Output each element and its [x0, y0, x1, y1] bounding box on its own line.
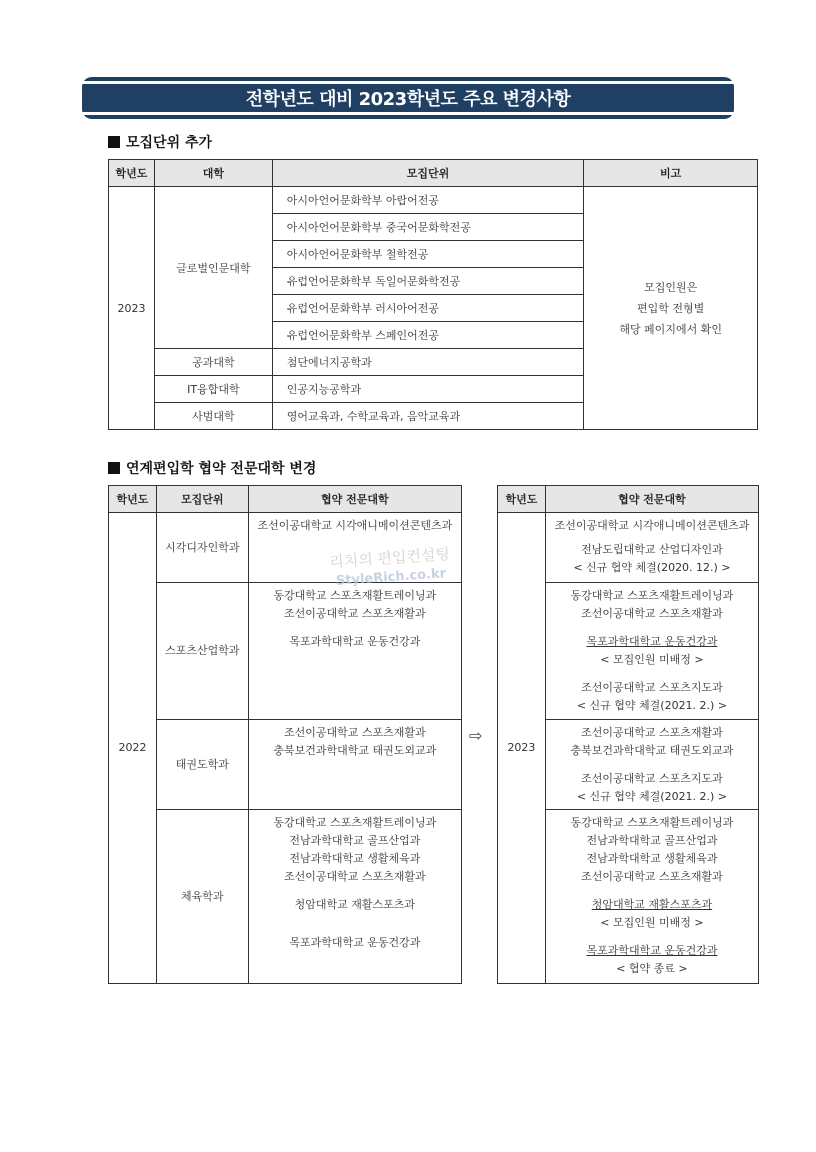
year-cell: 2023	[109, 187, 155, 430]
table-header-row	[498, 486, 759, 513]
header-note: 비고	[584, 160, 758, 187]
unit-cell: 시각디자인학과	[156, 513, 248, 583]
unit-cell: 스포츠산업학과	[156, 583, 248, 720]
unit-cell: 유럽언어문화학부 독일어문화학전공	[272, 268, 584, 295]
year-cell: 2022	[109, 513, 157, 984]
note-line: 편입학 전형별	[637, 301, 705, 315]
partner-line: 목포과학대학교 운동건강과	[586, 635, 718, 648]
partner-line: 조선이공대학교 스포츠재활과	[284, 726, 426, 739]
college-cell: 사범대학	[154, 403, 272, 430]
partner-line: 전남도립대학교 산업디자인과	[581, 543, 723, 556]
page-title: 전학년도 대비 2023학년도 주요 변경사항	[245, 89, 571, 110]
square-bullet-icon	[108, 136, 120, 148]
table-header-row	[109, 160, 758, 187]
partner-line: 조선이공대학교 스포츠지도과	[581, 681, 723, 694]
header-year: 학년도	[498, 486, 546, 513]
table-row	[109, 187, 758, 214]
partner-line: 조선이공대학교 시각애니메이션콘텐츠과	[257, 519, 453, 532]
unit-cell: 아시아언어문화학부 중국어문화학전공	[272, 214, 584, 241]
partner-line: 조선이공대학교 스포츠재활과	[581, 607, 723, 620]
partner-line: 조선이공대학교 스포츠재활과	[284, 607, 426, 620]
unit-cell: 유럽언어문화학부 러시아어전공	[272, 295, 584, 322]
partner-cell	[545, 513, 758, 583]
section2-heading	[108, 458, 316, 478]
table-row	[109, 583, 462, 720]
partner-line: 전남과학대학교 생활체육과	[289, 852, 421, 865]
header-college: 대학	[154, 160, 272, 187]
agreement-status: < 모집인원 미배정 >	[600, 653, 704, 666]
unit-cell: 첨단에너지공학과	[272, 349, 584, 376]
note-cell	[584, 187, 758, 430]
unit-cell: 아시아언어문화학부 철학전공	[272, 241, 584, 268]
unit-cell: 인공지능공학과	[272, 376, 584, 403]
partner-cell	[545, 583, 758, 720]
college-cell: 글로벌인문대학	[154, 187, 272, 349]
agreement-status: < 신규 협약 체결(2021. 2.) >	[576, 699, 728, 712]
table-header-row	[109, 486, 462, 513]
note-line: 해당 페이지에서 확인	[619, 322, 722, 336]
partner-line: 동강대학교 스포츠재활트레이닝과	[570, 816, 734, 829]
partner-cell	[545, 810, 758, 984]
watermark-url: StyleRich.co.kr	[335, 566, 447, 589]
table-row	[498, 513, 759, 583]
unit-cell: 유럽언어문화학부 스페인어전공	[272, 322, 584, 349]
watermark	[329, 544, 452, 592]
partner-line: 조선이공대학교 스포츠재활과	[284, 870, 426, 883]
header-partner: 협약 전문대학	[545, 486, 758, 513]
partner-line: 청암대학교 재활스포츠과	[591, 898, 713, 911]
partner-line: 충북보건과학대학교 태권도외교과	[570, 744, 734, 757]
partner-line: 목포과학대학교 운동건강과	[289, 936, 421, 949]
header-unit: 모집단위	[272, 160, 584, 187]
title-banner	[82, 77, 734, 119]
partner-line: 전남과학대학교 골프산업과	[289, 834, 421, 847]
partner-line: 충북보건과학대학교 태권도외교과	[273, 744, 437, 757]
section1-heading	[108, 132, 212, 152]
header-year: 학년도	[109, 160, 155, 187]
partner-line: 조선이공대학교 스포츠재활과	[581, 870, 723, 883]
note-line: 모집인원은	[644, 280, 698, 294]
agreement-status: < 협약 종료 >	[616, 962, 688, 975]
header-year: 학년도	[109, 486, 157, 513]
partner-line: 목포과학대학교 운동건강과	[289, 635, 421, 648]
partner-line: 조선이공대학교 스포츠재활과	[581, 726, 723, 739]
partner-line: 조선이공대학교 시각애니메이션콘텐츠과	[554, 519, 750, 532]
year-cell: 2023	[498, 513, 546, 984]
agreement-status: < 모집인원 미배정 >	[600, 916, 704, 929]
partner-cell	[545, 720, 758, 810]
partner-line: 청암대학교 재활스포츠과	[294, 898, 416, 911]
partner-2023-table	[497, 485, 759, 984]
partner-line: 전남과학대학교 골프산업과	[586, 834, 718, 847]
watermark-line: 리치의 편입컨설팅	[328, 544, 451, 572]
unit-cell: 체육학과	[156, 810, 248, 984]
partner-cell	[248, 720, 461, 810]
partner-line: 목포과학대학교 운동건강과	[586, 944, 718, 957]
section1-heading-text: 모집단위 추가	[126, 135, 213, 151]
table-row	[109, 810, 462, 984]
agreement-status: < 신규 협약 체결(2020. 12.) >	[573, 561, 731, 574]
partner-line: 동강대학교 스포츠재활트레이닝과	[273, 589, 437, 602]
partner-cell	[248, 583, 461, 720]
partner-line: 전남과학대학교 생활체육과	[586, 852, 718, 865]
right-arrow-icon: ⇨	[469, 726, 483, 745]
college-cell: 공과대학	[154, 349, 272, 376]
partner-line: 동강대학교 스포츠재활트레이닝과	[273, 816, 437, 829]
college-cell: IT융합대학	[154, 376, 272, 403]
header-unit: 모집단위	[156, 486, 248, 513]
unit-cell: 아시아언어문화학부 아랍어전공	[272, 187, 584, 214]
unit-cell: 태권도학과	[156, 720, 248, 810]
square-bullet-icon	[108, 462, 120, 474]
agreement-status: < 신규 협약 체결(2021. 2.) >	[576, 790, 728, 803]
partner-cell	[248, 810, 461, 984]
unit-cell: 영어교육과, 수학교육과, 음악교육과	[272, 403, 584, 430]
added-units-table	[108, 159, 758, 430]
header-partner: 협약 전문대학	[248, 486, 461, 513]
section2-heading-text: 연계편입학 협약 전문대학 변경	[126, 461, 317, 477]
table-row	[109, 720, 462, 810]
partner-line: 동강대학교 스포츠재활트레이닝과	[570, 589, 734, 602]
partner-line: 조선이공대학교 스포츠지도과	[581, 772, 723, 785]
